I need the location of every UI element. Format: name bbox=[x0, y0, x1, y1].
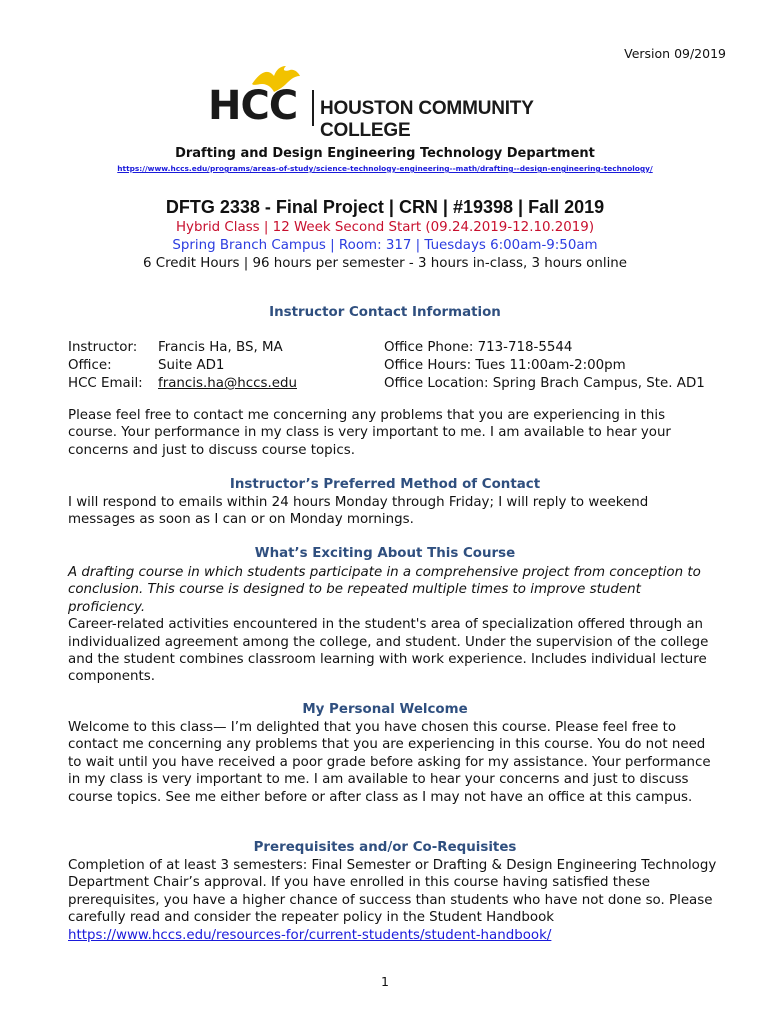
prerequisites-section bbox=[68, 857, 718, 944]
office-hours: Office Hours: Tues 11:00am-2:00pm bbox=[384, 358, 626, 373]
welcome-text: Welcome to this class— I’m delighted that you have chosen this course. Please feel free to contact me concerning any problems that you are experiencing in this course. You do not need to wait until you have received a poor grade before asking for my assistance. Your performance in my class is very important to me. I am available to hear your concerns and just to discuss course topics. See me either before or after class as I may not have an office at this campus. bbox=[68, 720, 711, 805]
logo-mark: HCC bbox=[208, 83, 298, 129]
instructor-email-link[interactable]: francis.ha@hccs.edu bbox=[158, 376, 297, 391]
course-credits: 6 Credit Hours | 96 hours per semester - 3 hours in-class, 3 hours online bbox=[142, 256, 628, 271]
course-title: DFTG 2338 - Final Project | CRN | #19398 | Fall 2019 bbox=[165, 197, 605, 217]
version-label: Version 09/2019 bbox=[624, 46, 726, 61]
welcome-heading: My Personal Welcome bbox=[302, 702, 468, 717]
instructor-note-text: Please feel free to contact me concerning any problems that you are experiencing in this course. Your performance in my class is very important to me. I am available to hear your concerns and just to discuss course topics. bbox=[68, 408, 671, 458]
email-label: HCC Email: bbox=[68, 376, 143, 391]
student-handbook-link[interactable]: https://www.hccs.edu/resources-for/current-students/student-handbook/ bbox=[68, 927, 552, 943]
exciting-italic-text: A drafting course in which students participate in a comprehensive project from conception to conclusion. This course is designed to be repeated multiple times to improve student proficiency. bbox=[68, 565, 701, 615]
contact-office-details bbox=[384, 339, 705, 393]
office-location: Office Location: Spring Brach Campus, Ste. AD1 bbox=[384, 376, 705, 391]
exciting-heading: What’s Exciting About This Course bbox=[254, 546, 516, 561]
prerequisites-heading: Prerequisites and/or Co-Requisites bbox=[253, 840, 517, 855]
contact-labels bbox=[68, 339, 143, 393]
course-campus: Spring Branch Campus | Room: 317 | Tuesdays 6:00am-9:50am bbox=[172, 238, 598, 253]
preferred-contact-heading: Instructor’s Preferred Method of Contact bbox=[229, 477, 541, 492]
hcc-logo bbox=[208, 66, 598, 141]
exciting-text: Career-related activities encountered in the student's area of specialization offered through an individualized agreement among the college, and student. Under the supervision of the college and the student combines classroom learning with work experience. Includes individual lecture components. bbox=[68, 617, 709, 685]
welcome-section bbox=[68, 719, 718, 806]
logo-college-name: HOUSTON COMMUNITY COLLEGE bbox=[320, 98, 534, 141]
preferred-contact-section bbox=[68, 494, 718, 529]
preferred-contact-text: I will respond to emails within 24 hours Monday through Friday; I will reply to weekend messages as soon as I can or on Monday mornings. bbox=[68, 495, 649, 528]
instructor-contact-heading: Instructor Contact Information bbox=[269, 305, 501, 320]
logo-divider bbox=[312, 90, 314, 126]
instructor-label: Instructor: bbox=[68, 340, 138, 355]
contact-values bbox=[158, 339, 297, 393]
instructor-name: Francis Ha, BS, MA bbox=[158, 340, 283, 355]
instructor-office: Suite AD1 bbox=[158, 358, 225, 373]
department-url-link[interactable]: https://www.hccs.edu/programs/areas-of-study/science-technology-engineering--math/drafting--design-engineering-technology/ bbox=[117, 164, 653, 173]
page-number: 1 bbox=[381, 974, 389, 989]
office-phone: Office Phone: 713-718-5544 bbox=[384, 340, 573, 355]
prerequisites-text: Completion of at least 3 semesters: Final Semester or Drafting & Design Engineering Technology Department Chair’s approval. If you have enrolled in this course having satisfied these prerequisites, you have a higher chance of success than students who have not done so. Please carefully read and consider the repeater policy in the Student Handbook bbox=[68, 858, 717, 926]
department-name: Drafting and Design Engineering Technology Department bbox=[175, 146, 595, 161]
course-schedule: Hybrid Class | 12 Week Second Start (09.24.2019-12.10.2019) bbox=[175, 220, 595, 235]
exciting-section bbox=[68, 564, 718, 686]
office-label: Office: bbox=[68, 358, 112, 373]
instructor-note bbox=[68, 407, 718, 459]
